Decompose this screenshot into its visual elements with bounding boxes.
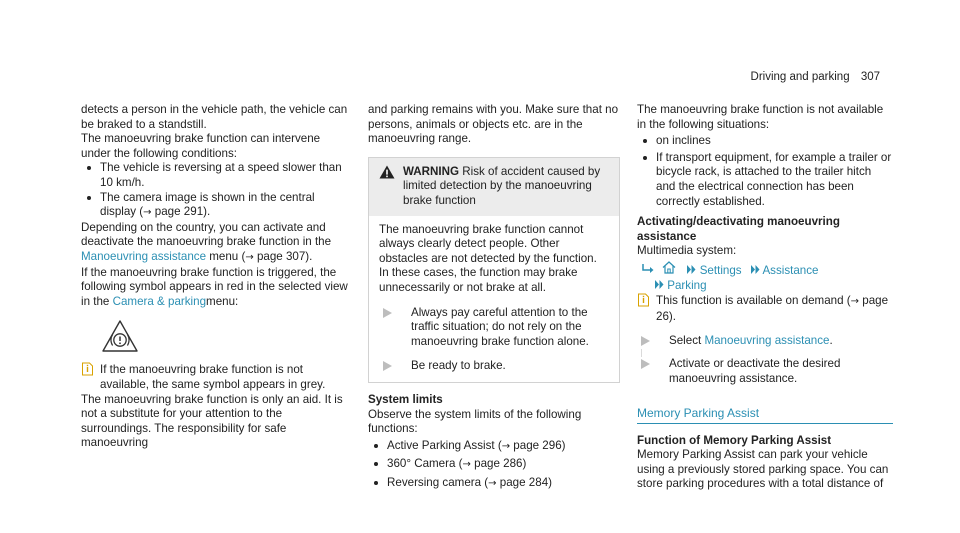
step-arrow-icon [383,308,392,323]
instruction-step: Select Manoeuvring assistance. [637,334,893,349]
info-note: This function is available on demand (→ page 26). [637,294,893,324]
enter-arrow-icon [641,264,655,277]
list-item: on inclines [637,134,893,149]
instruction-step: Be ready to brake. [379,359,609,382]
menu-path [637,261,893,279]
list-item: The vehicle is reversing at a speed slower than 10 km/h. [81,161,349,190]
page-reference-arrow-icon: → [850,296,860,308]
paragraph: The manoeuvring brake function cannot always clearly detect people. Other obstacles are not detected by the function. [379,222,597,265]
multimedia-label: Multimedia system: [637,244,737,258]
page-reference-arrow-icon: → [245,251,254,263]
limits-list [368,439,620,492]
section-title-memory-parking-assist: Memory Parking Assist [637,406,893,424]
page-header [751,70,880,85]
page-reference-arrow-icon: → [501,440,511,452]
list-item: Active Parking Assist (→ page 296) [368,439,620,455]
list-item: The camera image is shown in the central display (→ page 291). [81,191,349,221]
paragraph: Observe the system limits of the following functions: [368,407,582,436]
page-reference-arrow-icon: → [143,207,152,219]
paragraph: The manoeuvring brake function can intervene under the following conditions: [81,132,321,160]
menu-item-settings[interactable]: Settings [699,263,742,277]
menu-item-assistance[interactable]: Assistance [762,263,819,277]
step-arrow-icon [641,336,650,351]
list-item: 360° Camera (→ page 286) [368,457,620,473]
menu-path-continued [637,279,893,294]
page-number: 307 [860,71,880,83]
warning-label: WARNING [403,164,460,178]
paragraph: Memory Parking Assist can park your vehicle using a previously stored parking space. You can store parking procedures with a total distance of [637,448,889,491]
instruction-step: Always pay careful attention to the traffic situation; do not rely on the manoeuvring brake function alone. [379,306,609,350]
paragraph: The manoeuvring brake function is not available in the following situations: [637,103,884,131]
step-divider [641,349,893,357]
brake-symbol-icon [101,319,139,353]
home-icon[interactable] [662,264,676,277]
double-chevron-icon [655,279,664,292]
header-section-title: Driving and parking [750,71,850,83]
paragraph: The manoeuvring brake function is only an aid. It is not a substitute for your attention to the surroundings. The responsibility for safe manoeuvring [81,392,343,450]
list-item: Reversing camera (→ page 284) [368,476,620,492]
info-note-icon [81,362,94,381]
step-arrow-icon [641,359,650,374]
menu-link-camera-parking[interactable]: Camera & parking [112,294,207,308]
menu-item-parking[interactable]: Parking [667,278,707,292]
function-heading: Function of Memory Parking Assist [637,433,832,447]
step-arrow-icon [383,361,392,376]
double-chevron-icon [687,264,696,277]
info-note-icon [637,293,650,312]
conditions-list [81,161,349,220]
paragraph: Depending on the country, you can activate and deactivate the manoeuvring brake function in the Manoeuvring assistance menu (→ page 307). [81,220,332,263]
situations-list [637,134,893,209]
paragraph: and parking remains with you. Make sure that no persons, animals or objects etc. are in the manoeuvring range. [368,103,619,146]
paragraph: If the manoeuvring brake function is triggered, the following symbol appears in red in the selected view in the Camera & parkingmenu: [81,265,348,308]
page-reference-arrow-icon: → [462,459,471,471]
warning-triangle-icon [379,165,395,184]
paragraph: detects a person in the vehicle path, the vehicle can be braked to a standstill. [81,103,348,131]
column-left [81,103,349,451]
activation-heading: Activating/deactivating manoeuvring assistance [637,215,840,243]
menu-link-manoeuvring-assistance[interactable]: Manoeuvring assistance [704,334,830,348]
warning-box [368,157,620,383]
column-middle [368,103,620,491]
warning-header [369,158,619,216]
page-reference-arrow-icon: → [488,477,497,489]
instruction-step: Activate or deactivate the desired manoeuvring assistance. [637,357,893,386]
list-item: If transport equipment, for example a trailer or bicycle rack, is attached to the trailer hitch and the electrical connection has been correctly established. [637,151,893,209]
brake-symbol [81,309,349,363]
system-limits-heading: System limits [368,392,443,406]
double-chevron-icon [751,264,760,277]
menu-link-manoeuvring-assistance[interactable]: Manoeuvring assistance [81,249,207,263]
info-note: If the manoeuvring brake function is not available, the same symbol appears in grey. [81,363,349,392]
paragraph: In these cases, the function may brake unnecessarily or not brake at all. [379,266,578,294]
warning-body [369,216,619,382]
column-right [637,103,893,492]
warning-title: Risk of accident caused by limited detection by the manoeuvring brake function [403,164,601,207]
